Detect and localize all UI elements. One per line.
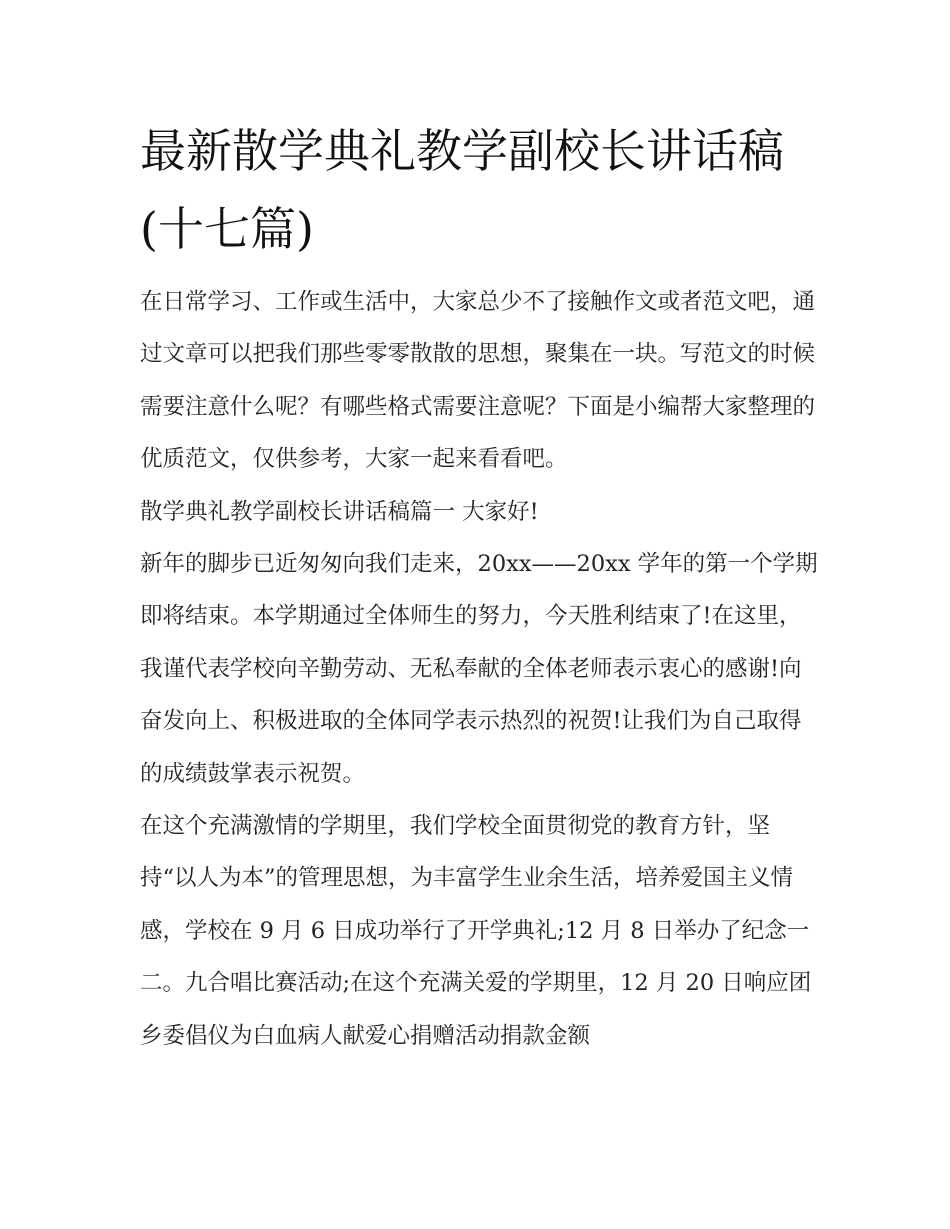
body-paragraph: 在这个充满激情的学期里，我们学校全面贯彻党的教育方针，坚持“以人为本”的管理思想，为丰富学生业余生活，培养爱国主义情感，学校在 9 月 6 日成功举行了开学典礼;12 月 8 日举办了纪念一二。九合唱比赛活动;在这个充满关爱的学期里，12 月 20 日响应团乡委倡仪为白血病人献爱心捐赠活动捐款金额 xyxy=(140,813,812,1049)
body-paragraph: 新年的脚步已近匆匆向我们走来，20xx——20xx 学年的第一个学期即将结束。本学期通过全体师生的努力，今天胜利结束了!在这里，我谨代表学校向辛勤劳动、无私奉献的全体老师表示衷心的感谢!向奋发向上、积极进取的全体同学表示热烈的祝贺!让我们为自己取得的成绩鼓掌表示祝贺。 xyxy=(140,551,818,787)
section-heading: 散学典礼教学副校长讲话稿篇一 大家好! xyxy=(140,498,539,525)
document-title: 最新散学典礼教学副校长讲话稿(十七篇) xyxy=(140,124,784,256)
intro-paragraph: 在日常学习、工作或生活中，大家总少不了接触作文或者范文吧，通过文章可以把我们那些零零散散的思想，聚集在一块。写范文的时候需要注意什么呢？有哪些格式需要注意呢？下面是小编帮大家整理的优质范文，仅供参考，大家一起来看看吧。 xyxy=(140,289,816,473)
document-body xyxy=(140,276,820,1062)
